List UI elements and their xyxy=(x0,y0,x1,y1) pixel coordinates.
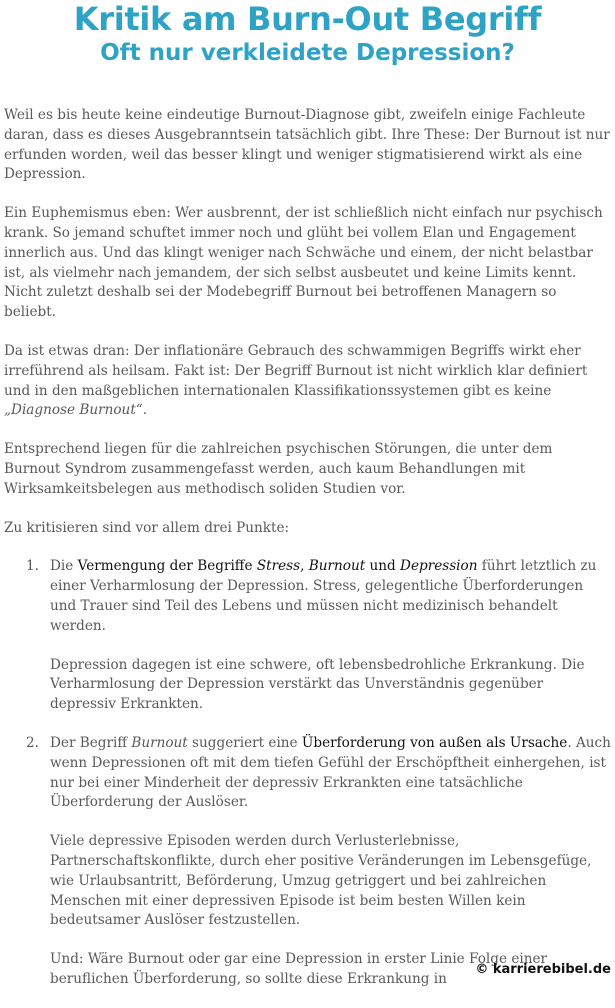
list-number: 1. xyxy=(26,558,39,575)
paragraph-3-end: . xyxy=(142,402,148,419)
point-2-rest: . Auch wenn Depressionen oft mit dem tiefen Gefühl der Erschöpftheit einhergehen, ist nur bei einer Minderheit der depressiv Erkrankten eine tatsächliche Überforderung der Auslöser. xyxy=(50,734,611,811)
page-title: Kritik am Burn-Out Begriff xyxy=(73,0,542,38)
paragraph-2: Ein Euphemismus eben: Wer ausbrennt, der ist schließlich nicht einfach nur psychisch krank. So jemand schuftet immer noch und glüht bei vollem Elan und Engagement innerlich aus. Und das klingt weniger nach Schwäche und einem, der nicht belastbar ist, als vielmehr nach jemandem, der sich selbst ausbeutet und keine Limits kennt. Nicht zuletzt deshalb sei der Modebegriff Burnout bei betroffenen Managern so beliebt. xyxy=(4,205,603,321)
point-1-text xyxy=(50,557,612,636)
list-item xyxy=(4,557,612,715)
point-1-rest: führt letztlich zu einer Verharmlosung der Depression. Stress, gelegentliche Überforderungen und Trauer sind Teil des Lebens und müssen nicht medizinisch behandelt werden. xyxy=(50,558,597,634)
paragraph-3-text: Da ist etwas dran: Der inflationäre Gebrauch des schwammigen Begriffs wirkt eher irreführend als heilsam. Fakt ist: Der Begriff Burnout ist nicht wirklich klar definiert und in den maßgeblichen internationalen Klassifikationssystemen gibt es keine xyxy=(4,342,588,399)
list-intro: Zu kritisieren sind vor allem drei Punkte: xyxy=(4,519,290,536)
point-1-lead: Die xyxy=(50,558,78,575)
highlight-and: und xyxy=(365,558,401,575)
point-2-highlight: Überforderung von außen als Ursache xyxy=(301,734,568,751)
term-burnout: Burnout xyxy=(308,558,366,575)
diagnose-burnout-term: „Diagnose Burnout“ xyxy=(4,402,143,419)
point-2-paragraph-2: Viele depressive Episoden werden durch Verlusterlebnisse, Partnerschaftskonflikte, durch eher positive Veränderungen im Lebensgefüge, wie Urlaubsantritt, Beförderung, Umzug getriggert und bei zahlreichen Menschen mit einer depressiven Episode ist beim besten Willen kein bedeutsamer Auslöser festzustellen. xyxy=(50,833,592,929)
list-item xyxy=(4,734,612,990)
point-2-mid: suggeriert eine xyxy=(187,734,302,751)
critique-list xyxy=(4,557,612,989)
point-2-lead: Der Begriff xyxy=(50,734,132,751)
page-subtitle: Oft nur verkleidete Depression? xyxy=(100,40,515,66)
point-1-paragraph-2: Depression dagegen ist eine schwere, oft lebensbedrohliche Erkrankung. Die Verharmlosung der Depression verstärkt das Unverständnis gegenüber depressiv Erkrankten. xyxy=(50,656,585,713)
point-2-paragraph-3: Und: Wäre Burnout oder gar eine Depression in erster Linie Folge einer beruflichen Überforderung, so sollte diese Erkrankung in xyxy=(50,951,548,987)
article-body xyxy=(4,106,612,1008)
header xyxy=(0,0,615,68)
list-number: 2. xyxy=(26,734,39,751)
paragraph-1: Weil es bis heute keine eindeutige Burnout-Diagnose gibt, zweifeln einige Fachleute daran, dass es dieses Ausgebranntsein tatsächlich gibt. Ihre These: Der Burnout ist nur erfunden worden, weil das besser klingt und weniger stigmatisierend wirkt als eine Depression. xyxy=(4,107,610,183)
point-1-highlight xyxy=(78,558,478,574)
term-stress: Stress xyxy=(256,558,301,575)
highlight-sep: , xyxy=(300,558,309,575)
paragraph-3 xyxy=(4,342,612,421)
point-2-text xyxy=(50,734,612,813)
term-burnout: Burnout xyxy=(131,734,188,751)
highlight-text: Vermengung der Begriffe xyxy=(77,558,257,575)
term-depression: Depression xyxy=(400,558,478,575)
paragraph-4: Entsprechend liegen für die zahlreichen psychischen Störungen, die unter dem Burnout Syndrom zusammengefasst werden, auch kaum Behandlungen mit Wirksamkeitsbelegen aus methodisch soliden Studien vor. xyxy=(4,441,553,497)
copyright-footer: © karrierebibel.de xyxy=(475,962,611,977)
